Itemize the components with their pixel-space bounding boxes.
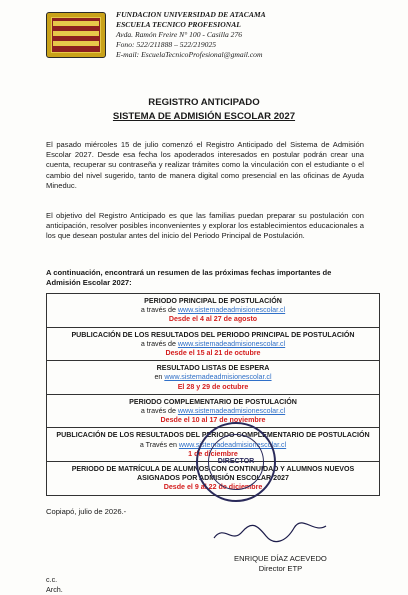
admission-link[interactable]: www.sistemadeadmisionescolar.cl [177,339,286,348]
handwritten-signature [210,520,330,546]
school-phone: Fono: 522/211888 – 522/219025 [116,40,217,49]
school-email: E-mail: EscuelaTecnicoProfesional@gmail.com [116,50,263,59]
schedule-heading: PERIODO COMPLEMENTARIO DE POSTULACIÓN [129,397,297,406]
schedule-row [47,361,379,395]
schedule-date: Desde el 15 al 21 de octubre [165,349,261,358]
schedule-prefix: en [154,373,163,382]
schedule-prefix: a Través en [139,440,177,449]
school-name: ESCUELA TECNICO PROFESIONAL [116,20,241,29]
stamp-label: DIRECTOR [217,458,255,465]
copy-notes [46,575,63,595]
schedule-heading: PUBLICACIÓN DE LOS RESULTADOS DEL PERIODO COMPLEMENTARIO DE POSTULACIÓN [56,431,370,440]
schedule-prefix: a través de [140,339,176,348]
document-subtitle: SISTEMA DE ADMISIÓN ESCOLAR 2027 [112,111,296,122]
school-address: Avda. Ramón Freire N° 100 - Casilla 276 [116,30,243,39]
objective-paragraph: El objetivo del Registro Anticipado es que las familias puedan preparar su postulación con anticipación, resolver posibles inconvenientes y explorar los establecimientos educacionales a los que desean postular antes del inicio del Periodo Principal de Postulación. [46,211,364,241]
schedule-row [47,395,379,429]
schedule-date: 1 de diciembre [188,449,238,458]
admission-link[interactable]: www.sistemadeadmisionescolar.cl [178,440,287,449]
archive-note: Arch. [46,585,63,594]
letterhead-text [116,10,266,60]
schedule-prefix: a través de [140,306,176,315]
letterhead [46,10,386,68]
schedule-date: El 28 y 29 de octubre [177,382,249,391]
admission-link[interactable]: www.sistemadeadmisionescolar.cl [177,306,286,315]
signer-name: ENRIQUE DÍAZ ACEVEDO [234,554,327,563]
admission-link[interactable]: www.sistemadeadmisionescolar.cl [164,373,272,382]
schedule-row [47,328,379,362]
place-date: Copiapó, julio de 2026.- [46,507,127,516]
signer-block [234,554,327,574]
schedule-prefix: a través de [140,407,176,416]
schedule-heading: PUBLICACIÓN DE LOS RESULTADOS DEL PERIODO PRINCIPAL DE POSTULACIÓN [71,330,355,339]
schedule-heading: PERIODO PRINCIPAL DE POSTULACIÓN [144,297,282,305]
intro-paragraph: El pasado miércoles 15 de julio comenzó el Registro Anticipado del Sistema de Admisión Escolar 2027. Desde esa fecha los apoderados interesados en postular podrán crear una cuenta, recuperar su contraseña y realizar trámites como la vinculación con el estudiante o el cambio del nivel sugerido, tanto de manera digital como presencial en las oficinas de Ayuda Mineduc. [46,140,364,190]
schedule-heading: PERIODO DE MATRÍCULA DE ALUMNOS CON CONTINUIDAD Y ALUMNOS NUEVOS ASIGNADOS POR ADMISIÓN ESCOLAR 2027 [71,465,355,483]
admission-link[interactable]: www.sistemadeadmisionescolar.cl [177,407,286,416]
document-titles [0,96,408,124]
schedule-heading: RESULTADO LISTAS DE ESPERA [156,364,270,373]
schedule-row [47,294,379,328]
signer-role: Director ETP [258,564,303,573]
schedule-date: Desde el 4 al 27 de agosto [168,315,258,324]
school-logo [46,12,106,58]
document-title: REGISTRO ANTICIPADO [148,97,260,108]
director-stamp [196,422,276,502]
schedule-date: Desde el 10 al 17 de noviembre [160,416,266,425]
foundation-name: FUNDACION UNIVERSIDAD DE ATACAMA [116,10,266,19]
schedule-date: Desde el 9 al 22 de diciembre [163,483,263,492]
cc-note: c.c. [46,575,58,584]
summary-intro: A continuación, encontrará un resumen de las próximas fechas importantes de Admisión Escolar 2027: [46,268,332,288]
